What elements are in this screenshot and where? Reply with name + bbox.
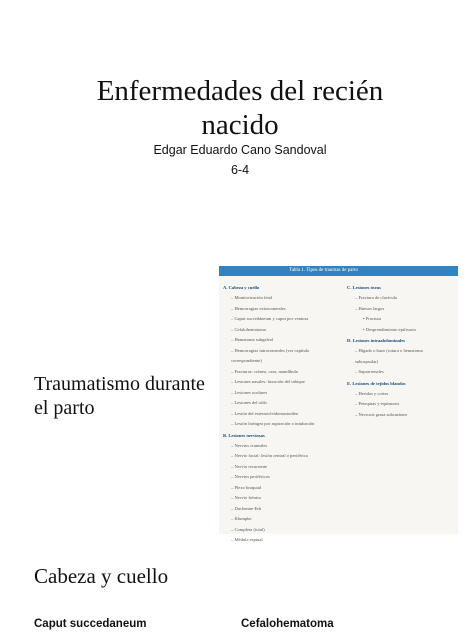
table-item: – Suprarrenales bbox=[355, 369, 384, 374]
table-item: – Lesiones del oído bbox=[231, 400, 267, 405]
caption-caput-succedaneum: Caput succedaneum bbox=[34, 618, 147, 630]
table-item: – Caput succedáneum y caput por ventosa bbox=[231, 316, 309, 321]
table-item: – Nervio frénico bbox=[231, 495, 262, 500]
table-item: – Petequias y equimosis bbox=[355, 401, 400, 406]
heading-cabeza-cuello: Cabeza y cuello bbox=[34, 564, 169, 588]
table-item: • Fractura bbox=[363, 316, 382, 321]
table-section-heading: B. Lesiones nerviosas bbox=[223, 432, 265, 438]
caption-cefalohematoma: Cefalohematoma bbox=[241, 618, 334, 630]
table-item: – Duchenne-Erb bbox=[231, 505, 262, 511]
table-header: Tabla 1. Tipos de traumas de parto bbox=[219, 266, 458, 276]
table-item: – Hígado o bazo (rotura o hematoma bbox=[355, 348, 423, 353]
table-item: – Nervio recurrente bbox=[231, 463, 267, 469]
table-item: – Nervios periféricos bbox=[231, 474, 270, 479]
table-left-column bbox=[223, 282, 348, 546]
table-item: – Necrosis grasa subcutánea bbox=[355, 411, 407, 417]
table-item: • Desprendimiento epifisario bbox=[363, 326, 416, 332]
table-item: subcapsular) bbox=[355, 358, 379, 364]
table-item: – Nervios craneales bbox=[231, 442, 268, 448]
slide-title: Enfermedades del recién nacido bbox=[96, 75, 384, 141]
table-item: – Nervio facial: lesión central o periférica bbox=[231, 453, 308, 458]
table-item: – Hematoma subgaleal bbox=[231, 337, 274, 342]
table-item: – Klumpke bbox=[231, 516, 252, 521]
table-item: – Lesiones oculares bbox=[231, 389, 268, 395]
table-item: – Completa (total) bbox=[231, 526, 265, 532]
table-section-heading: D. Lesiones intraabdominales bbox=[347, 338, 406, 343]
table-section-heading: C. Lesiones óseas bbox=[347, 285, 381, 290]
table-item: – Lesión faríngea por aspiración o intubación bbox=[231, 421, 315, 426]
table-item: – Médula espinal bbox=[231, 537, 263, 542]
table-item: – Heridas y cortes bbox=[355, 390, 389, 396]
table-item: correspondiente) bbox=[231, 358, 262, 363]
group-label: 6-4 bbox=[230, 163, 250, 177]
table-item: – Lesiones nasales: luxación del tabique bbox=[231, 379, 305, 384]
table-item: – Lesión del esternocleidomastoideo bbox=[231, 410, 299, 416]
table-item: – Hemorragias extracraneales bbox=[231, 305, 286, 311]
heading-traumatismo: Traumatismo durante el parto bbox=[34, 373, 205, 419]
table-item: – Fractura de clavícula bbox=[355, 295, 397, 300]
author-name: Edgar Eduardo Cano Sandoval bbox=[153, 143, 327, 157]
table-section-heading: A. Cabeza y cuello bbox=[223, 285, 260, 290]
table-item: – Plexo braquial bbox=[231, 484, 262, 490]
table-item: – Huesos largos bbox=[355, 305, 385, 311]
table-item: – Fracturas: cráneo, cara, mandíbula bbox=[231, 368, 298, 374]
table-right-column bbox=[347, 282, 457, 420]
table-item: – Hemorragias intracraneales (ver capítulo bbox=[231, 347, 310, 353]
table-section-heading: E. Lesiones de tejidos blandos bbox=[347, 380, 406, 386]
table-item: – Monitorización fetal bbox=[231, 295, 273, 300]
birth-trauma-table-image bbox=[219, 266, 458, 542]
table-item: – Cefalohematoma bbox=[231, 326, 266, 332]
